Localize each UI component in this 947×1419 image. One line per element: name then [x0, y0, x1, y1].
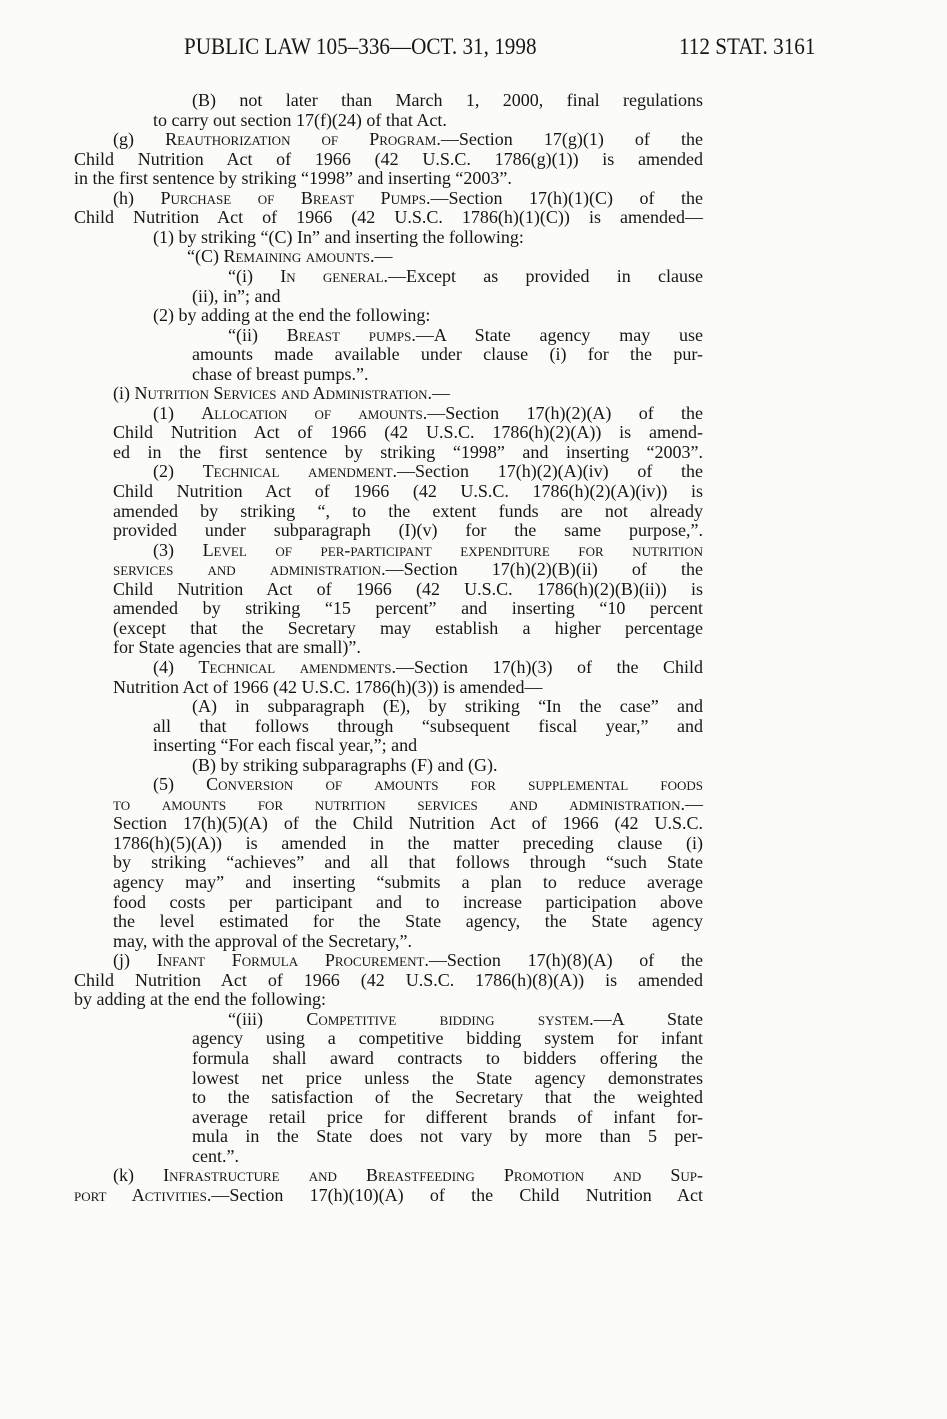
small-caps-heading: Level of per-participant expenditure for nutrition: [202, 539, 703, 560]
text-run: “(C): [187, 246, 224, 267]
text-run: (B) not later than March 1, 2000, final regulations: [192, 90, 703, 110]
text-line: [113, 892, 703, 912]
text-line: [228, 325, 703, 345]
text-run: (k): [113, 1165, 164, 1186]
text-line: [113, 813, 703, 833]
text-line: [192, 286, 703, 306]
text-line: [113, 188, 703, 208]
text-run: .—: [680, 793, 703, 814]
text-line: [228, 1009, 703, 1029]
text-run: (j): [113, 950, 157, 971]
text-line: [192, 1146, 703, 1166]
small-caps-heading: Infant Formula Procurement: [156, 950, 425, 971]
small-caps-heading: Remaining amounts: [223, 246, 370, 267]
text-line: [113, 598, 703, 618]
text-run: to carry out section 17(f)(24) of that Act.: [153, 109, 447, 130]
text-line: [113, 481, 703, 501]
text-line: [153, 774, 703, 794]
text-line: [74, 168, 703, 188]
text-run: .—Except as provided in clause: [383, 265, 703, 286]
text-run: .—: [427, 383, 451, 404]
text-line: [113, 950, 703, 970]
text-run: (3): [153, 539, 203, 560]
small-caps-heading: Technical amendments: [198, 656, 392, 677]
text-line: [153, 305, 703, 325]
small-caps-heading: Conversion of amounts for supplemental foods: [206, 774, 703, 795]
small-caps-heading: Reauthorization of Program: [165, 129, 437, 150]
text-run: amended by striking “, to the extent funds are not already: [113, 500, 703, 521]
text-run: (g): [113, 129, 166, 150]
text-line: [74, 970, 703, 990]
text-run: provided under subparagraph (I)(v) for the same purpose,”.: [113, 520, 703, 541]
text-run: agency may” and inserting “submits a plan to reduce average: [113, 872, 703, 892]
text-run: for State agencies that are small)”.: [113, 637, 361, 658]
text-run: cent.”.: [192, 1145, 239, 1166]
text-line: [192, 344, 703, 364]
text-line: [153, 227, 703, 247]
text-line: [113, 1165, 703, 1185]
text-run: .—Section 17(g)(1) of the: [436, 129, 703, 150]
text-line: [192, 1048, 703, 1068]
text-run: food costs per participant and to increase participation above: [113, 891, 703, 912]
text-line: [113, 559, 703, 579]
text-line: [113, 852, 703, 872]
text-run: (2) by adding at the end the following:: [153, 305, 431, 326]
text-run: “(i): [228, 265, 281, 286]
text-run: (i): [113, 383, 135, 404]
text-run: .—A State: [589, 1008, 704, 1029]
text-run: .—: [369, 246, 393, 267]
text-line: [187, 246, 703, 266]
small-caps-heading: port Activities: [74, 1184, 207, 1205]
text-run: (2): [153, 461, 203, 482]
text-run: formula shall award contracts to bidders offering the: [192, 1047, 703, 1068]
small-caps-heading: services and administration: [113, 559, 382, 580]
text-line: [192, 90, 703, 110]
text-line: [192, 696, 703, 716]
text-line: [192, 1087, 703, 1107]
text-run: the level estimated for the State agency, the State agency: [113, 911, 703, 932]
running-header-page-number: 112 STAT. 3161: [679, 34, 816, 59]
text-run: Child Nutrition Act of 1966 (42 U.S.C. 1786(h)(8)(A)) is amended: [74, 969, 703, 990]
running-header-title: PUBLIC LAW 105–336—OCT. 31, 1998: [184, 34, 537, 59]
text-line: [192, 1107, 703, 1127]
text-run: “(iii): [228, 1008, 307, 1029]
text-line: [153, 403, 703, 423]
small-caps-heading: Nutrition Services and Administration: [134, 383, 428, 404]
text-run: (4): [153, 656, 199, 677]
text-run: chase of breast pumps.”.: [192, 363, 369, 384]
text-run: .—A State agency may use: [411, 324, 703, 345]
small-caps-heading: to amounts for nutrition services and administration: [113, 793, 681, 814]
text-run: (h): [113, 187, 161, 208]
text-line: [113, 501, 703, 521]
text-run: inserting “For each fiscal year,”; and: [153, 735, 418, 756]
small-caps-heading: Breast pumps: [286, 324, 412, 345]
text-run: “(ii): [228, 324, 287, 345]
text-run: .—Section 17(h)(2)(A)(iv) of the: [392, 461, 703, 482]
text-line: [153, 716, 703, 736]
text-run: Child Nutrition Act of 1966 (42 U.S.C. 1786(h)(2)(B)(ii)) is: [113, 578, 703, 599]
text-line: [192, 755, 703, 775]
text-line: [74, 149, 703, 169]
text-run: lowest net price unless the State agency demonstrates: [192, 1067, 703, 1088]
text-run: mula in the State does not vary by more than 5 per-: [192, 1126, 703, 1147]
small-caps-heading: Allocation of amounts: [201, 402, 423, 423]
text-line: [113, 422, 703, 442]
text-line: [153, 540, 703, 560]
text-run: average retail price for different brands of infant for-: [192, 1106, 703, 1127]
text-line: [113, 637, 703, 657]
text-line: [113, 442, 703, 462]
text-line: [113, 520, 703, 540]
text-run: by adding at the end the following:: [74, 989, 326, 1010]
small-caps-heading: In general: [280, 265, 384, 286]
text-line: [113, 383, 703, 403]
text-run: Child Nutrition Act of 1966 (42 U.S.C. 1786(h)(2)(A)) is amend-: [113, 422, 703, 443]
text-run: in the first sentence by striking “1998” and inserting “2003”.: [74, 168, 512, 189]
text-run: (5): [153, 774, 207, 795]
text-run: (B) by striking subparagraphs (F) and (G).: [192, 754, 498, 775]
text-line: [192, 364, 703, 384]
text-run: amended by striking “15 percent” and inserting “10 percent: [113, 598, 703, 619]
text-run: .—Section 17(h)(10)(A) of the Child Nutrition Act: [206, 1184, 703, 1205]
text-line: [113, 931, 703, 951]
text-run: to the satisfaction of the Secretary that the weighted: [192, 1087, 703, 1108]
text-run: all that follows through “subsequent fiscal year,” and: [153, 715, 703, 736]
text-line: [192, 1028, 703, 1048]
text-run: .—Section 17(h)(2)(B)(ii) of the: [381, 559, 704, 580]
text-line: [153, 735, 703, 755]
text-run: Nutrition Act of 1966 (42 U.S.C. 1786(h)(3)) is amended—: [113, 676, 543, 697]
small-caps-heading: Competitive bidding system: [306, 1008, 590, 1029]
text-line: [113, 618, 703, 638]
text-line: [113, 677, 703, 697]
text-line: [74, 989, 703, 1009]
text-line: [113, 833, 703, 853]
text-line: [113, 579, 703, 599]
text-line: [113, 794, 703, 814]
text-run: amounts made available under clause (i) for the pur-: [192, 344, 703, 365]
text-run: Child Nutrition Act of 1966 (42 U.S.C. 1786(g)(1)) is amended: [74, 148, 703, 169]
small-caps-heading: Infrastructure and Breastfeeding Promotion and Sup-: [163, 1165, 703, 1186]
text-run: .—Section 17(h)(2)(A) of the: [422, 402, 703, 423]
text-line: [192, 1126, 703, 1146]
text-run: (ii), in”; and: [192, 285, 281, 306]
text-run: Section 17(h)(5)(A) of the Child Nutrition Act of 1966 (42 U.S.C.: [113, 813, 703, 834]
text-line: [153, 657, 703, 677]
text-run: may, with the approval of the Secretary,”.: [113, 930, 413, 951]
text-line: [153, 110, 703, 130]
text-run: (1): [153, 402, 202, 423]
small-caps-heading: Technical amendment: [202, 461, 393, 482]
text-line: [74, 207, 703, 227]
text-run: agency using a competitive bidding system for infant: [192, 1028, 703, 1049]
text-run: .—Section 17(h)(3) of the Child: [391, 656, 703, 677]
text-run: 1786(h)(5)(A)) is amended in the matter preceding clause (i): [113, 832, 703, 853]
text-run: (1) by striking “(C) In” and inserting the following:: [153, 226, 524, 247]
text-run: .—Section 17(h)(1)(C) of the: [425, 187, 703, 208]
text-run: .—Section 17(h)(8)(A) of the: [424, 950, 703, 971]
text-line: [74, 1185, 703, 1205]
text-run: Child Nutrition Act of 1966 (42 U.S.C. 1786(h)(2)(A)(iv)) is: [113, 481, 703, 501]
text-run: Child Nutrition Act of 1966 (42 U.S.C. 1786(h)(1)(C)) is amended—: [74, 207, 703, 228]
text-line: [113, 872, 703, 892]
text-line: [153, 461, 703, 481]
text-run: (except that the Secretary may establish a higher percentage: [113, 617, 703, 638]
text-run: by striking “achieves” and all that follows through “such State: [113, 852, 703, 873]
text-run: (A) in subparagraph (E), by striking “In the case” and: [192, 696, 703, 717]
small-caps-heading: Purchase of Breast Pumps: [160, 187, 426, 208]
text-line: [228, 266, 703, 286]
text-line: [192, 1068, 703, 1088]
text-line: [113, 911, 703, 931]
text-line: [113, 129, 703, 149]
text-run: ed in the first sentence by striking “1998” and inserting “2003”.: [113, 441, 703, 462]
